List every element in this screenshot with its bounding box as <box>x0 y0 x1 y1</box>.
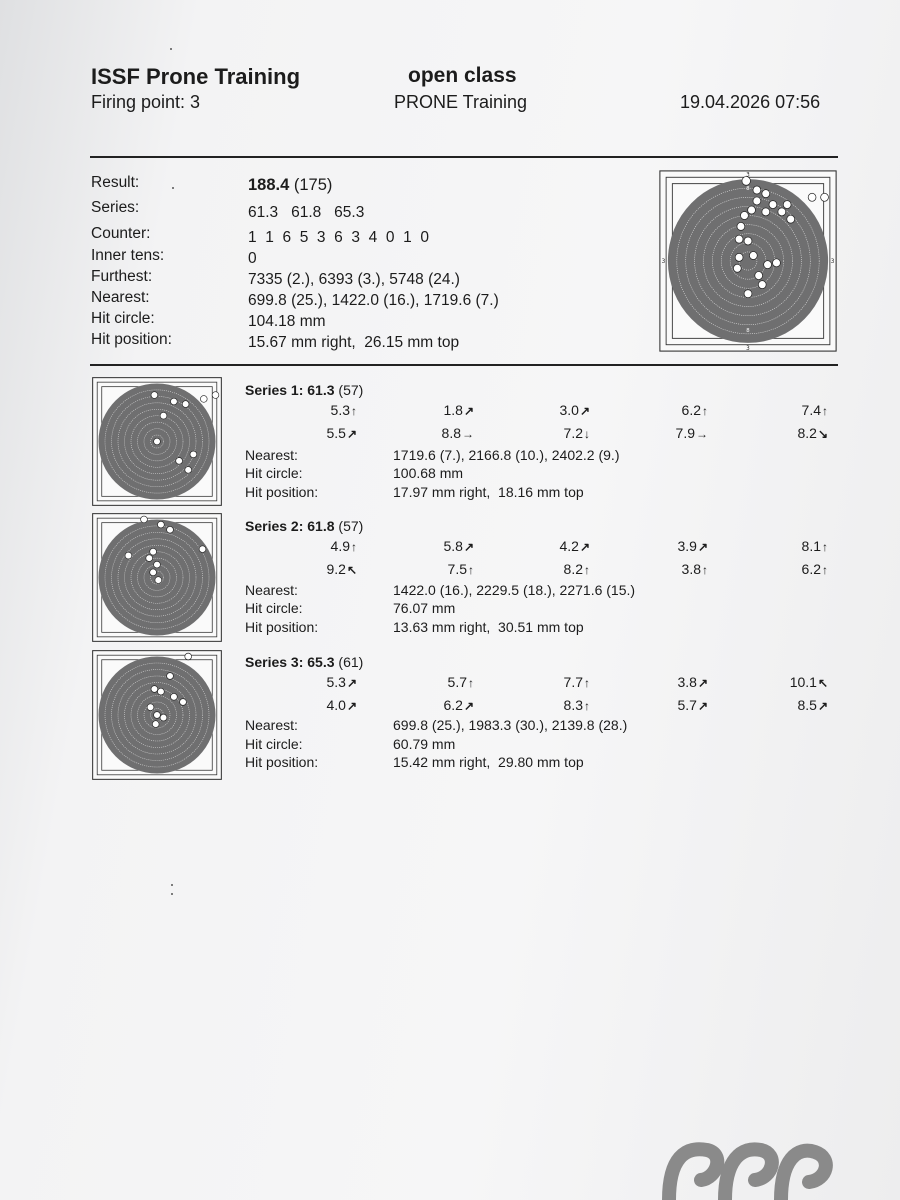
shot-score: 8.2 <box>797 425 817 441</box>
direction-arrow-icon: ↑ <box>584 699 590 713</box>
nearest-value: 1422.0 (16.), 2229.5 (18.), 2271.6 (15.) <box>393 582 636 598</box>
target-icon <box>92 377 222 506</box>
shot-score: 7.4 <box>801 402 821 418</box>
hit-position-value: 15.67 mm right, 26.15 mm top <box>248 334 460 351</box>
inner-tens-label: Inner tens: <box>91 247 165 264</box>
direction-arrow-icon: ↑ <box>822 563 828 577</box>
target-icon <box>92 513 222 642</box>
shot-value <box>520 674 590 690</box>
direction-arrow-icon: ↗ <box>817 699 828 713</box>
series-inner: (57) <box>338 518 364 534</box>
direction-arrow-icon: ↗ <box>346 699 357 713</box>
series-title <box>245 654 363 670</box>
direction-arrow-icon: ↘ <box>817 427 828 441</box>
direction-arrow-icon: ↑ <box>822 404 828 418</box>
shot-score: 4.9 <box>330 538 350 554</box>
shot-value <box>404 402 474 418</box>
shot-score: 5.3 <box>326 674 346 690</box>
print-dot <box>172 187 174 189</box>
direction-arrow-icon: ↑ <box>584 563 590 577</box>
shot-score: 6.2 <box>443 697 463 713</box>
target-icon <box>92 650 222 780</box>
series-title <box>245 382 363 398</box>
result-inner: (175) <box>293 176 333 194</box>
shot-score: 8.5 <box>797 697 817 713</box>
direction-arrow-icon: ↗ <box>697 699 708 713</box>
print-dot <box>171 884 173 886</box>
shot-score: 3.9 <box>677 538 697 554</box>
shot-score: 5.3 <box>330 402 350 418</box>
shot-value <box>287 402 357 418</box>
hit-circle-value: 100.68 mm <box>393 465 464 481</box>
shot-score: 7.5 <box>447 561 467 577</box>
shot-value <box>287 425 357 441</box>
hit-circle-label: Hit circle: <box>245 600 303 616</box>
direction-arrow-icon: ↑ <box>468 676 474 690</box>
svg-text:3: 3 <box>830 258 835 265</box>
series-title <box>245 518 363 534</box>
hit-position-value: 13.63 mm right, 30.51 mm top <box>393 619 584 635</box>
shot-value <box>638 538 708 554</box>
inner-tens-value: 0 <box>248 250 257 267</box>
hit-circle-label: Hit circle: <box>91 310 155 327</box>
nearest-value: 699.8 (25.), 1983.3 (30.), 2139.8 (28.) <box>393 717 628 733</box>
hit-position-value: 15.42 mm right, 29.80 mm top <box>393 754 584 770</box>
svg-text:8: 8 <box>746 327 750 335</box>
date-time: 19.04.2026 07:56 <box>680 92 821 112</box>
hit-position-label: Hit position: <box>91 331 172 348</box>
svg-text:3: 3 <box>746 172 750 179</box>
counter-label: Counter: <box>91 225 151 242</box>
direction-arrow-icon: → <box>462 427 474 441</box>
hit-position-value: 17.97 mm right, 18.16 mm top <box>393 484 584 500</box>
direction-arrow-icon: ↑ <box>351 540 357 554</box>
shot-value <box>404 697 474 713</box>
shot-value <box>404 674 474 690</box>
direction-arrow-icon: ↑ <box>822 540 828 554</box>
furthest-value: 7335 (2.), 6393 (3.), 5748 (24.) <box>248 271 460 288</box>
shot-value <box>758 538 828 554</box>
result-total: 188.4 <box>248 176 290 194</box>
print-dot <box>170 48 172 50</box>
shot-value <box>638 697 708 713</box>
shot-score: 5.5 <box>326 425 346 441</box>
svg-text:3: 3 <box>746 346 750 352</box>
direction-arrow-icon: ↗ <box>463 540 474 554</box>
counter-values: 1 1 6 5 3 6 3 4 0 1 0 <box>248 229 429 246</box>
hit-circle-value: 60.79 mm <box>393 736 456 752</box>
shot-value <box>520 402 590 418</box>
direction-arrow-icon: ↑ <box>351 404 357 418</box>
series-label: Series: <box>91 199 140 216</box>
shot-score: 8.1 <box>801 538 821 554</box>
direction-arrow-icon: ↗ <box>697 676 708 690</box>
direction-arrow-icon: ↗ <box>346 427 357 441</box>
shot-value <box>520 425 590 441</box>
direction-arrow-icon: ↑ <box>468 563 474 577</box>
svg-text:8: 8 <box>746 185 750 193</box>
direction-arrow-icon: ↑ <box>584 676 590 690</box>
shot-value <box>520 538 590 554</box>
shot-value <box>638 561 708 577</box>
shot-value <box>758 697 828 713</box>
shot-value <box>287 674 357 690</box>
shot-score: 3.8 <box>681 561 701 577</box>
series-score: Series 1: 61.3 <box>245 382 335 398</box>
shot-value <box>638 425 708 441</box>
direction-arrow-icon: ↗ <box>579 540 590 554</box>
shot-score: 7.7 <box>563 674 583 690</box>
shot-value <box>520 561 590 577</box>
shot-score: 5.7 <box>447 674 467 690</box>
shot-score: 4.2 <box>559 538 579 554</box>
target-icon <box>659 170 837 352</box>
hit-circle-label: Hit circle: <box>245 736 303 752</box>
direction-arrow-icon: ↗ <box>463 404 474 418</box>
summary-divider <box>90 364 838 366</box>
shot-score: 6.2 <box>801 561 821 577</box>
series-values: 61.3 61.8 65.3 <box>248 204 365 221</box>
shot-value <box>758 674 828 690</box>
direction-arrow-icon: ↗ <box>346 676 357 690</box>
shot-score: 8.8 <box>441 425 461 441</box>
shot-score: 3.8 <box>677 674 697 690</box>
shot-score: 5.8 <box>443 538 463 554</box>
shot-value <box>287 561 357 577</box>
direction-arrow-icon: → <box>696 427 708 441</box>
shot-score: 10.1 <box>789 674 817 690</box>
report-title: ISSF Prone Training <box>91 64 301 89</box>
shot-score: 8.2 <box>563 561 583 577</box>
shot-score: 9.2 <box>326 561 346 577</box>
shot-value <box>638 674 708 690</box>
series-inner: (61) <box>338 654 364 670</box>
series-score: Series 2: 61.8 <box>245 518 335 534</box>
direction-arrow-icon: ↖ <box>346 563 357 577</box>
shot-value <box>404 425 474 441</box>
series-score: Series 3: 65.3 <box>245 654 335 670</box>
shot-score: 6.2 <box>681 402 701 418</box>
nearest-label: Nearest: <box>245 717 298 733</box>
shot-value <box>287 538 357 554</box>
hit-position-label: Hit position: <box>245 754 319 770</box>
hit-circle-value: 76.07 mm <box>393 600 456 616</box>
series-inner: (57) <box>338 382 364 398</box>
shot-value <box>758 561 828 577</box>
discipline: PRONE Training <box>394 92 528 112</box>
shot-score: 4.0 <box>326 697 346 713</box>
hit-circle-label: Hit circle: <box>245 465 303 481</box>
nearest-value: 699.8 (25.), 1422.0 (16.), 1719.6 (7.) <box>248 292 499 309</box>
furthest-label: Furthest: <box>91 268 153 285</box>
nearest-value: 1719.6 (7.), 2166.8 (10.), 2402.2 (9.) <box>393 447 620 463</box>
header-divider <box>90 156 838 158</box>
result-label: Result: <box>91 174 140 191</box>
shot-score: 1.8 <box>443 402 463 418</box>
direction-arrow-icon: ↖ <box>817 676 828 690</box>
shot-value <box>404 561 474 577</box>
shot-score: 7.9 <box>675 425 695 441</box>
hit-position-label: Hit position: <box>245 484 319 500</box>
shot-value <box>520 697 590 713</box>
shot-score: 7.2 <box>563 425 583 441</box>
shot-value <box>638 402 708 418</box>
direction-arrow-icon: ↗ <box>579 404 590 418</box>
nearest-label: Nearest: <box>245 447 298 463</box>
nearest-label: Nearest: <box>245 582 298 598</box>
result-value <box>248 176 332 195</box>
watermark-logo <box>655 1128 840 1200</box>
shot-value <box>287 697 357 713</box>
direction-arrow-icon: ↑ <box>702 563 708 577</box>
hit-position-label: Hit position: <box>245 619 319 635</box>
shot-score: 3.0 <box>559 402 579 418</box>
direction-arrow-icon: ↗ <box>463 699 474 713</box>
shot-value <box>404 538 474 554</box>
class-name: open class <box>408 64 517 87</box>
shot-value <box>758 402 828 418</box>
svg-text:3: 3 <box>661 258 666 265</box>
nearest-label: Nearest: <box>91 289 150 306</box>
shot-score: 5.7 <box>677 697 697 713</box>
shot-value <box>758 425 828 441</box>
direction-arrow-icon: ↗ <box>697 540 708 554</box>
direction-arrow-icon: ↑ <box>702 404 708 418</box>
direction-arrow-icon: ↓ <box>584 427 590 441</box>
hit-circle-value: 104.18 mm <box>248 313 326 330</box>
print-dot <box>171 893 173 895</box>
firing-point: Firing point: 3 <box>91 92 201 112</box>
shot-score: 8.3 <box>563 697 583 713</box>
